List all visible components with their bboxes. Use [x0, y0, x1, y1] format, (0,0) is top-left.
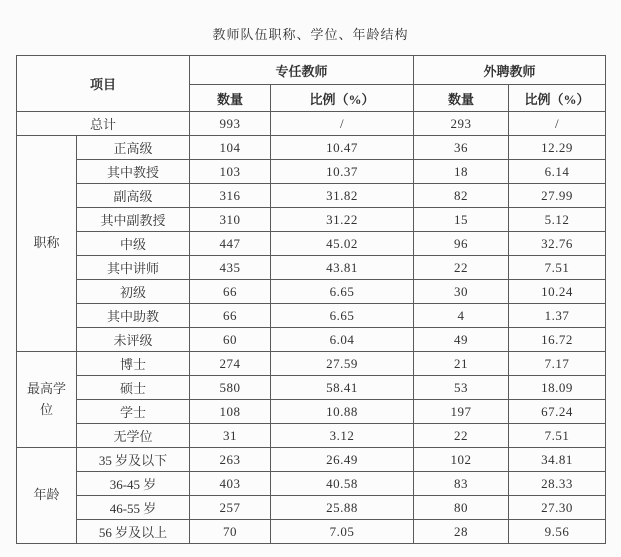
cell-value: 22	[414, 256, 509, 280]
table-row	[17, 472, 606, 496]
cell-value: 10.24	[509, 280, 606, 304]
table-row	[17, 280, 606, 304]
row-label: 博士	[77, 352, 190, 376]
cell-value: 80	[414, 496, 509, 520]
cell-value: 49	[414, 328, 509, 352]
cell-value: 10.47	[271, 136, 414, 160]
cell-value: 6.65	[271, 304, 414, 328]
cell-value: 447	[190, 232, 271, 256]
row-label: 其中教授	[77, 160, 190, 184]
cell-value: 293	[414, 112, 509, 136]
header-fulltime-count: 数量	[190, 85, 271, 112]
cell-value: 60	[190, 328, 271, 352]
cell-value: 45.02	[271, 232, 414, 256]
cell-value: 10.88	[271, 400, 414, 424]
cell-value: 104	[190, 136, 271, 160]
cell-value: 31	[190, 424, 271, 448]
cell-value: 34.81	[509, 448, 606, 472]
cell-value: 27.59	[271, 352, 414, 376]
header-fulltime-teachers: 专任教师	[190, 56, 414, 85]
table-row	[17, 448, 606, 472]
group-label: 职称	[17, 136, 77, 352]
cell-value: 435	[190, 256, 271, 280]
cell-value: 67.24	[509, 400, 606, 424]
cell-value: 10.37	[271, 160, 414, 184]
cell-value: 96	[414, 232, 509, 256]
cell-value: 580	[190, 376, 271, 400]
header-item: 项目	[17, 56, 190, 112]
table-row	[17, 184, 606, 208]
header-external-ratio: 比例（%）	[509, 85, 606, 112]
cell-value: 274	[190, 352, 271, 376]
table-title: 教师队伍职称、学位、年龄结构	[212, 27, 409, 42]
row-label: 36-45 岁	[77, 472, 190, 496]
cell-value: 30	[414, 280, 509, 304]
cell-value: 6.65	[271, 280, 414, 304]
cell-value: 32.76	[509, 232, 606, 256]
table-row	[17, 208, 606, 232]
cell-value: 28	[414, 520, 509, 544]
cell-value: 28.33	[509, 472, 606, 496]
cell-value: 18	[414, 160, 509, 184]
row-label: 正高级	[77, 136, 190, 160]
row-label: 其中助教	[77, 304, 190, 328]
cell-value: 3.12	[271, 424, 414, 448]
cell-value: 66	[190, 280, 271, 304]
cell-value: 31.22	[271, 208, 414, 232]
cell-value: 25.88	[271, 496, 414, 520]
cell-value: 27.99	[509, 184, 606, 208]
header-row-groups	[17, 56, 606, 85]
cell-value: 66	[190, 304, 271, 328]
cell-value: 70	[190, 520, 271, 544]
cell-value: 18.09	[509, 376, 606, 400]
row-label: 副高级	[77, 184, 190, 208]
cell-value: 36	[414, 136, 509, 160]
cell-value: 9.56	[509, 520, 606, 544]
table-row	[17, 160, 606, 184]
cell-value: 7.17	[509, 352, 606, 376]
cell-value: 31.82	[271, 184, 414, 208]
cell-value: 40.58	[271, 472, 414, 496]
row-label: 其中讲师	[77, 256, 190, 280]
table-row	[17, 520, 606, 544]
row-label: 未评级	[77, 328, 190, 352]
table-row	[17, 304, 606, 328]
cell-value: 4	[414, 304, 509, 328]
cell-value: 403	[190, 472, 271, 496]
row-label: 初级	[77, 280, 190, 304]
cell-value: 43.81	[271, 256, 414, 280]
cell-value: 26.49	[271, 448, 414, 472]
cell-value: 21	[414, 352, 509, 376]
row-label: 硕士	[77, 376, 190, 400]
cell-value: 83	[414, 472, 509, 496]
table-row	[17, 376, 606, 400]
table-row	[17, 496, 606, 520]
total-row	[17, 112, 606, 136]
table-row	[17, 136, 606, 160]
header-external-teachers: 外聘教师	[414, 56, 606, 85]
cell-value: 7.51	[509, 424, 606, 448]
row-label: 其中副教授	[77, 208, 190, 232]
cell-value: 5.12	[509, 208, 606, 232]
cell-value: 15	[414, 208, 509, 232]
row-label-total: 总计	[17, 112, 190, 136]
header-external-count: 数量	[414, 85, 509, 112]
cell-value: 263	[190, 448, 271, 472]
cell-value: 316	[190, 184, 271, 208]
cell-value: 197	[414, 400, 509, 424]
cell-value: /	[509, 112, 606, 136]
row-label: 学士	[77, 400, 190, 424]
table-row	[17, 424, 606, 448]
cell-value: 103	[190, 160, 271, 184]
teacher-structure-table	[16, 55, 606, 544]
cell-value: 27.30	[509, 496, 606, 520]
cell-value: 16.72	[509, 328, 606, 352]
cell-value: /	[271, 112, 414, 136]
row-label: 无学位	[77, 424, 190, 448]
cell-value: 53	[414, 376, 509, 400]
cell-value: 108	[190, 400, 271, 424]
cell-value: 22	[414, 424, 509, 448]
table-row	[17, 352, 606, 376]
cell-value: 7.51	[509, 256, 606, 280]
row-label: 35 岁及以下	[77, 448, 190, 472]
cell-value: 82	[414, 184, 509, 208]
cell-value: 6.04	[271, 328, 414, 352]
cell-value: 993	[190, 112, 271, 136]
cell-value: 1.37	[509, 304, 606, 328]
table-row	[17, 256, 606, 280]
cell-value: 102	[414, 448, 509, 472]
cell-value: 310	[190, 208, 271, 232]
row-label: 46-55 岁	[77, 496, 190, 520]
cell-value: 6.14	[509, 160, 606, 184]
table-body	[17, 112, 606, 544]
header-fulltime-ratio: 比例（%）	[271, 85, 414, 112]
cell-value: 58.41	[271, 376, 414, 400]
table-row	[17, 328, 606, 352]
cell-value: 12.29	[509, 136, 606, 160]
table-row	[17, 400, 606, 424]
table-row	[17, 232, 606, 256]
row-label: 56 岁及以上	[77, 520, 190, 544]
group-label: 年龄	[17, 448, 77, 544]
group-label: 最高学位	[17, 352, 77, 448]
cell-value: 7.05	[271, 520, 414, 544]
table-header	[17, 56, 606, 112]
row-label: 中级	[77, 232, 190, 256]
cell-value: 257	[190, 496, 271, 520]
